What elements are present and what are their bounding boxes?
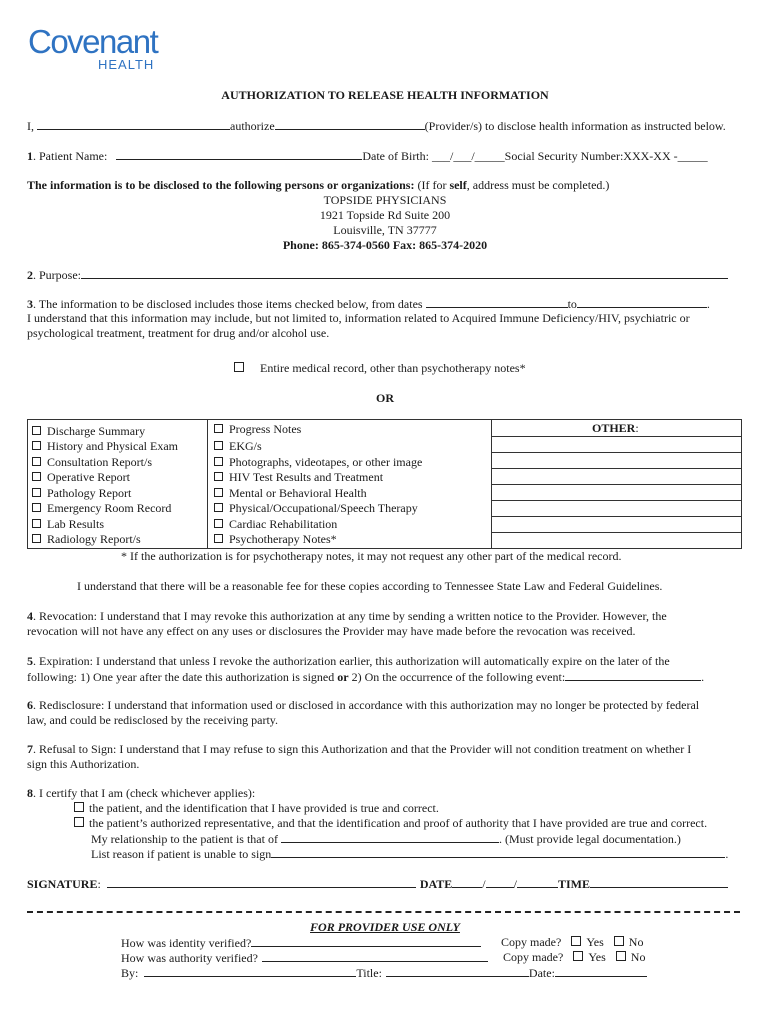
checkbox[interactable] (214, 441, 223, 450)
checkbox[interactable] (214, 488, 223, 497)
intro-provider-text: (Provider/s) to disclose health information as instructed below. (424, 119, 726, 133)
section3-text: . The information to be disclosed includes those items checked below, from dates (33, 297, 423, 311)
signature-blank[interactable] (107, 876, 416, 888)
fee-note: I understand that there will be a reasonable fee for these copies according to Tennessee State Law and Federal Guidelines. (77, 579, 663, 593)
certify-option-patient[interactable] (74, 801, 439, 815)
record-label: Operative Report (47, 470, 130, 484)
record-option[interactable] (32, 439, 178, 453)
record-label: Cardiac Rehabilitation (229, 517, 338, 531)
certify-representative-label: the patient’s authorized representative, and that the identification and proof of authority that I have provided are true and correct. (89, 816, 708, 830)
recipient-address-1: 1921 Topside Rd Suite 200 (319, 208, 451, 222)
unable-reason-period: . (725, 847, 729, 861)
relationship-blank[interactable] (281, 831, 499, 843)
authority-blank[interactable] (262, 950, 488, 962)
record-option[interactable] (214, 455, 422, 469)
record-option[interactable] (214, 532, 337, 546)
patient-name-blank[interactable] (116, 148, 362, 160)
record-option[interactable] (214, 486, 367, 500)
section3-to: to (567, 297, 577, 311)
record-label: Psychotherapy Notes* (229, 532, 337, 546)
covenant-logo-health: HEALTH (98, 57, 155, 72)
other-colon: : (635, 421, 639, 435)
expiration-event-blank[interactable] (565, 669, 701, 681)
expiration-text: . Expiration: I understand that unless I revoke the authorization earlier, this authorization will automatically expire on the later of the (33, 654, 670, 668)
record-option[interactable] (32, 455, 152, 469)
provider-use-title: FOR PROVIDER USE ONLY (310, 920, 460, 934)
copy-no-checkbox[interactable] (614, 936, 624, 946)
checkbox[interactable] (214, 519, 223, 528)
checkbox[interactable] (214, 424, 223, 433)
checkbox[interactable] (214, 503, 223, 512)
copy-yes-checkbox[interactable] (571, 936, 581, 946)
signature-line (27, 876, 728, 891)
date-slash: / (482, 877, 486, 891)
expiration-period: . (701, 670, 705, 684)
sig-date-year[interactable] (517, 876, 558, 888)
relationship-label: My relationship to the patient is that of (91, 832, 278, 846)
by-row (121, 965, 647, 980)
section3-num: 3 (27, 297, 33, 311)
redisclosure-num: 6 (27, 698, 33, 712)
purpose-blank[interactable] (81, 267, 728, 279)
copy-made-row-2 (503, 950, 645, 964)
expiration-text-b: 2) On the occurrence of the following event: (348, 670, 566, 684)
covenant-logo-wordmark: Covenant (28, 23, 158, 60)
purpose-label: . Purpose: (33, 268, 81, 282)
recipient-phone-fax: Phone: 865-374-0560 Fax: 865-374-2020 (282, 238, 488, 252)
checkbox[interactable] (32, 534, 41, 543)
refusal-line2: sign this Authorization. (27, 757, 140, 771)
record-label: Physical/Occupational/Speech Therapy (229, 501, 418, 515)
authority-verified-row (121, 950, 488, 965)
section3-period: . (706, 297, 710, 311)
record-option[interactable] (214, 470, 383, 484)
certify-line (27, 786, 255, 800)
title-label: Title: (356, 966, 382, 980)
relationship-note: . (Must provide legal documentation.) (498, 832, 681, 846)
unable-reason-blank[interactable] (271, 846, 725, 858)
title-blank[interactable] (386, 965, 529, 977)
record-option[interactable] (214, 422, 301, 436)
certify-representative-checkbox[interactable] (74, 817, 84, 827)
signature-date-label: DATE (419, 877, 453, 891)
expiration-text-a: following: 1) One year after the date this authorization is signed (27, 670, 338, 684)
to-date-blank[interactable] (577, 296, 707, 308)
sig-date-day[interactable] (486, 876, 514, 888)
disclose-rest-self: self (449, 178, 467, 192)
revocation-line1 (27, 609, 667, 623)
copy-yes-checkbox[interactable] (573, 951, 583, 961)
checkbox[interactable] (32, 457, 41, 466)
record-label: Pathology Report (47, 486, 132, 500)
name-blank[interactable] (37, 118, 230, 130)
record-option[interactable] (32, 486, 131, 500)
signature-time-label: TIME (557, 877, 590, 891)
record-option[interactable] (32, 470, 130, 484)
checkbox[interactable] (214, 457, 223, 466)
copy-no-label: No (628, 935, 644, 949)
checkbox[interactable] (32, 488, 41, 497)
record-option[interactable] (32, 501, 171, 515)
other-label: OTHER (592, 421, 636, 435)
redisclosure-line1 (27, 698, 699, 712)
copy-made-row-1 (501, 935, 643, 949)
certify-option-representative[interactable] (74, 816, 707, 830)
checkbox[interactable] (32, 426, 41, 435)
authorized-party-blank[interactable] (275, 118, 425, 130)
relationship-line (91, 831, 681, 846)
intro-line (27, 118, 726, 133)
entire-record-option[interactable] (234, 361, 526, 375)
entire-record-checkbox[interactable] (234, 362, 244, 372)
dob-label[interactable]: Date of Birth: ___/___/_____ (362, 149, 505, 163)
refusal-num: 7 (27, 742, 33, 756)
record-label: Mental or Behavioral Health (229, 486, 367, 500)
dashed-separator (27, 911, 740, 913)
psychotherapy-footnote: * If the authorization is for psychotherapy notes, it may not request any other part of the medical record. (121, 549, 622, 563)
entire-record-label: Entire medical record, other than psychotherapy notes* (260, 361, 526, 375)
revocation-num: 4 (27, 609, 33, 623)
patient-line (27, 148, 708, 163)
date-slash: / (513, 877, 517, 891)
signature-label: SIGNATURE (27, 877, 98, 891)
refusal-line1 (27, 742, 691, 756)
other-header (592, 421, 639, 435)
record-label: Photographs, videotapes, or other image (229, 455, 423, 469)
expiration-num: 5 (27, 654, 33, 668)
copy-no-label: No (630, 950, 646, 964)
expiration-line1 (27, 654, 670, 668)
record-label: Emergency Room Record (47, 501, 172, 515)
records-table (27, 419, 742, 549)
record-label: Radiology Report/s (47, 532, 141, 546)
record-label: Progress Notes (229, 422, 302, 436)
recipient-address-2: Louisville, TN 37777 (333, 223, 437, 237)
expiration-or: or (337, 670, 349, 684)
copy-yes-label: Yes (588, 950, 606, 964)
purpose-line (27, 267, 728, 282)
certify-num: 8 (27, 786, 33, 800)
identity-blank[interactable] (251, 935, 481, 947)
copy-made-label: Copy made? (503, 950, 564, 964)
disclose-heading (27, 178, 609, 192)
signature-colon: : (97, 877, 101, 891)
section3-line1 (27, 296, 710, 311)
record-label: History and Physical Exam (47, 439, 178, 453)
record-option[interactable] (214, 501, 418, 515)
record-option[interactable] (32, 424, 145, 438)
authority-label: How was authority verified? (121, 951, 258, 965)
patient-name-label: . Patient Name: (33, 149, 108, 163)
certify-patient-label: the patient, and the identification that I have provided is true and correct. (89, 801, 439, 815)
identity-verified-row (121, 935, 481, 950)
disclose-rest-pre: (If for (417, 178, 450, 192)
date-blank[interactable] (555, 965, 647, 977)
unable-reason-line (91, 846, 728, 861)
redisclosure-text: . Redisclosure: I understand that information used or disclosed in accordance with this authorization may no longer be protected by federal (33, 698, 700, 712)
record-label: Consultation Report/s (47, 455, 152, 469)
redisclosure-line2: law, and could be redisclosed by the receiving party. (27, 713, 279, 727)
record-label: HIV Test Results and Treatment (229, 470, 384, 484)
by-label: By: (121, 966, 139, 980)
section3-line3: psychological treatment, treatment for drug and/or alcohol use. (27, 326, 330, 340)
disclose-rest-post: , address must be completed.) (466, 178, 610, 192)
by-blank[interactable] (144, 965, 356, 977)
document-title: AUTHORIZATION TO RELEASE HEALTH INFORMATION (221, 88, 549, 102)
checkbox[interactable] (32, 472, 41, 481)
ssn-label[interactable]: Social Security Number:XXX-XX -_____ (504, 149, 708, 163)
refusal-text: . Refusal to Sign: I understand that I may refuse to sign this Authorization and that the Provider will not condition treatment on whether I (33, 742, 692, 756)
checkbox[interactable] (214, 534, 223, 543)
certify-label: . I certify that I am (check whichever applies): (33, 786, 256, 800)
copy-yes-label: Yes (586, 935, 604, 949)
record-label: Discharge Summary (47, 424, 146, 438)
from-date-blank[interactable] (426, 296, 568, 308)
record-label: Lab Results (47, 517, 104, 531)
or-label: OR (376, 391, 394, 405)
sig-date-month[interactable] (452, 876, 482, 888)
identity-label: How was identity verified? (121, 936, 252, 950)
intro-authorize: authorize (230, 119, 275, 133)
recipient-org: TOPSIDE PHYSICIANS (323, 193, 447, 207)
checkbox[interactable] (32, 519, 41, 528)
intro-i: I, (27, 119, 34, 133)
revocation-text: . Revocation: I understand that I may revoke this authorization at any time by sending a written notice to the Provider. However, the (33, 609, 667, 623)
patient-num: 1 (27, 149, 33, 163)
checkbox[interactable] (214, 472, 223, 481)
record-label: EKG/s (229, 439, 262, 453)
revocation-line2: revocation will not have any effect on any uses or disclosures the Provider may have made before the revocation was received. (27, 624, 636, 638)
record-option[interactable] (214, 517, 337, 531)
unable-reason-label: List reason if patient is unable to sign (91, 847, 272, 861)
record-option[interactable] (32, 517, 104, 531)
signature-time-blank[interactable] (590, 876, 728, 888)
expiration-line2 (27, 669, 704, 684)
date-label: Date: (528, 966, 555, 980)
record-option[interactable] (214, 439, 262, 453)
checkbox[interactable] (32, 441, 41, 450)
purpose-num: 2 (27, 268, 33, 282)
copy-made-label: Copy made? (501, 935, 562, 949)
section3-line2: I understand that this information may include, but not limited to, information related to Acquired Immune Deficiency/HIV, psychiatric or (27, 311, 690, 325)
copy-no-checkbox[interactable] (616, 951, 626, 961)
certify-patient-checkbox[interactable] (74, 802, 84, 812)
checkbox[interactable] (32, 503, 41, 512)
disclose-bold: The information is to be disclosed to the following persons or organizations: (27, 178, 415, 192)
record-option[interactable] (32, 532, 141, 546)
